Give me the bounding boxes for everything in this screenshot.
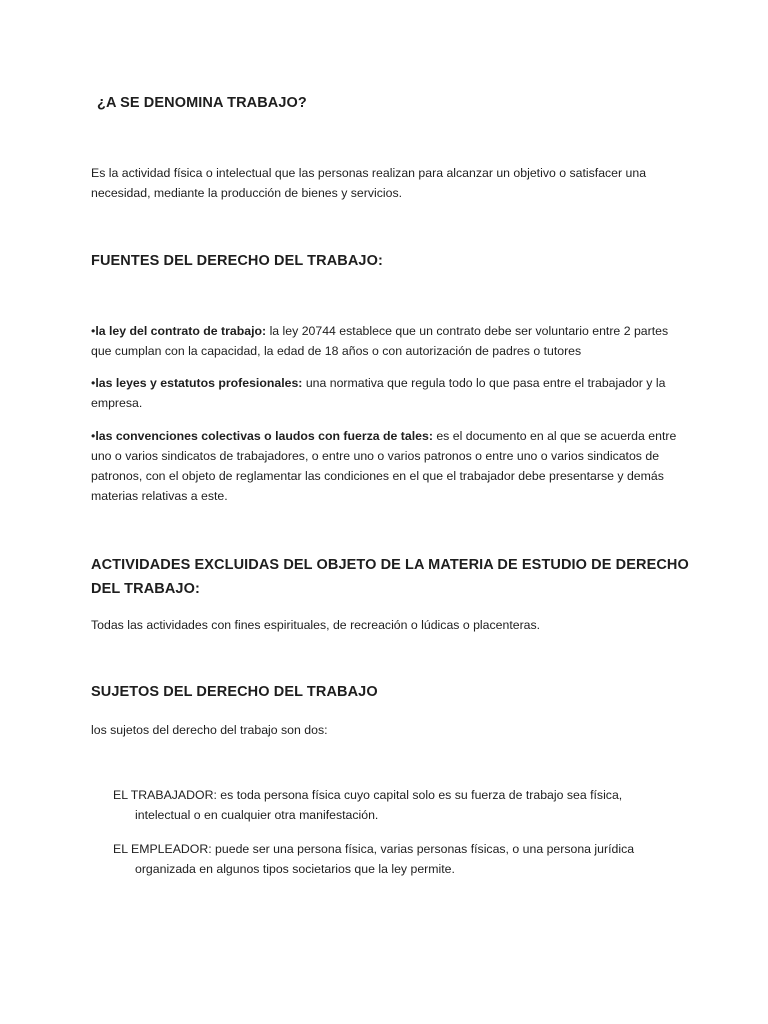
fuentes-text: la ley 20744 establece que un contrato debe ser voluntario entre 2 partes que cumplan con la capacidad, la edad de 18 años o con autorización de padres o tutores: [91, 324, 669, 358]
bullet-glyph: •: [91, 376, 96, 390]
sujeto-item-trabajador: [113, 785, 655, 825]
fuentes-term: las leyes y estatutos profesionales:: [95, 376, 303, 390]
excluidas-paragraph: Todas las actividades con fines espirituales, de recreación o lúdicas o placenteras.: [91, 618, 541, 632]
fuentes-text: una normativa que regula todo lo que pasa entre el trabajador y la empresa.: [91, 376, 666, 410]
bullet-glyph: •: [91, 324, 96, 338]
sujeto-text: es toda persona física cuyo capital solo es su fuerza de trabajo sea física, intelectual o en cualquier otra manifestación.: [135, 788, 623, 822]
fuentes-term: las convenciones colectivas o laudos con fuerza de tales:: [95, 429, 433, 443]
sujetos-heading: SUJETOS DEL DERECHO DEL TRABAJO: [91, 684, 378, 700]
fuentes-item-1: [91, 321, 671, 361]
bullet-glyph: •: [91, 429, 96, 443]
sujeto-text: puede ser una persona física, varias personas físicas, o una persona jurídica organizada en algunos tipos societarios que la ley permite.: [135, 842, 635, 876]
sujeto-term: EL EMPLEADOR:: [113, 842, 212, 856]
sujetos-intro: los sujetos del derecho del trabajo son dos:: [91, 723, 328, 737]
fuentes-item-2: [91, 373, 691, 413]
fuentes-item-3: [91, 426, 691, 506]
excluidas-heading: ACTIVIDADES EXCLUIDAS DEL OBJETO DE LA MATERIA DE ESTUDIO DE DERECHO DEL TRABAJO:: [91, 557, 689, 597]
fuentes-term: la ley del contrato de trabajo:: [95, 324, 267, 338]
question-heading: ¿A SE DENOMINA TRABAJO?: [97, 95, 307, 111]
sujeto-item-empleador: [113, 839, 655, 879]
fuentes-text: es el documento en al que se acuerda entre uno o varios sindicatos de trabajadores, o entre uno o varios patronos o entre uno o varios sindicatos de patronos, con el objeto de reglamentar las condiciones en el que el trabajador debe presentarse y demás materias relativas a este.: [91, 429, 677, 503]
fuentes-heading: FUENTES DEL DERECHO DEL TRABAJO:: [91, 253, 383, 269]
definition-paragraph: Es la actividad física o intelectual que las personas realizan para alcanzar un objetivo o satisfacer una necesidad, mediante la producción de bienes y servicios.: [91, 166, 647, 200]
sujeto-term: EL TRABAJADOR:: [113, 788, 217, 802]
